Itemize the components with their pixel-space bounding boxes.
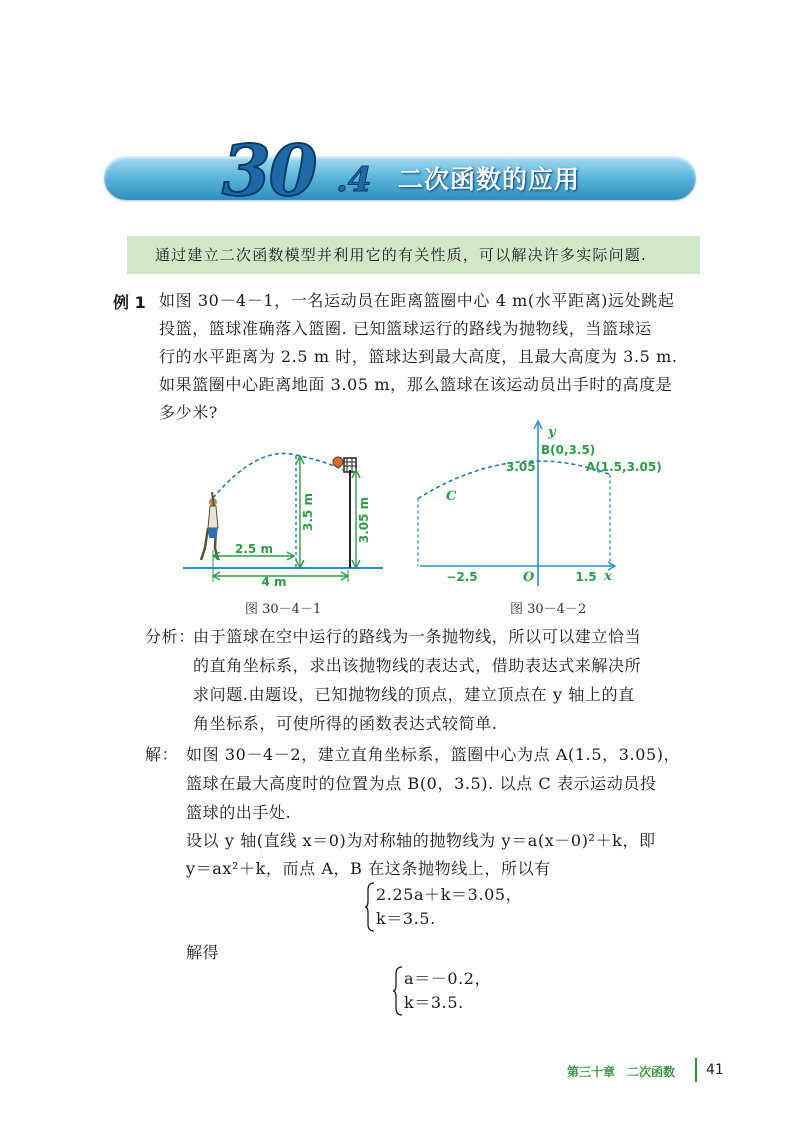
tick-15-label: 1.5 <box>575 570 597 584</box>
label-25m: 2.5 m <box>235 542 273 556</box>
y-axis-label: y <box>548 425 556 440</box>
example-line-3: 行的水平距离为 2.5 m 时，篮球达到最大高度，且最大高度为 3.5 m. <box>159 347 678 366</box>
analysis-line-2: 的直角坐标系，求出该抛物线的表达式，借助表达式来解决所 <box>193 656 642 675</box>
example-label: 例 1 <box>113 293 146 312</box>
system-1-brace <box>364 882 376 932</box>
analysis-line-1: 由于篮球在空中运行的路线为一条抛物线，所以可以建立恰当 <box>193 627 642 646</box>
tick-305-label: 3.05 <box>506 460 536 474</box>
tick-neg25-label: −2.5 <box>446 570 478 584</box>
solution-label: 解： <box>145 745 179 764</box>
analysis-line-4: 角坐标系，可使所得的函数表达式较简单. <box>193 714 498 733</box>
footer-divider <box>695 1058 697 1082</box>
label-35m: 3.5 m <box>301 493 315 531</box>
example-line-2: 投篮，篮球准确落入篮圈. 已知篮球运行的路线为抛物线，当篮球运 <box>159 319 652 338</box>
player-figure <box>201 492 218 560</box>
system-1-eq-2: k＝3.5. <box>376 909 436 928</box>
analysis-line-3: 求问题.由题设，已知抛物线的顶点，建立顶点在 y 轴上的直 <box>193 685 635 704</box>
hoop-board <box>344 458 356 472</box>
point-b-label: B(0,3.5) <box>541 443 596 457</box>
basketball <box>333 457 343 467</box>
point-a-label: A(1.5,3.05) <box>586 460 662 474</box>
figure-1-caption: 图 30－4－1 <box>245 602 322 617</box>
system-2-eq-1: a＝－0.2， <box>404 969 492 988</box>
label-305m: 3.05 m <box>357 496 371 544</box>
x-axis-label: x <box>604 569 612 584</box>
system-2-eq-2: k＝3.5. <box>404 993 464 1012</box>
label-4m: 4 m <box>261 575 287 589</box>
example-line-4: 如果篮圈中心距离地面 3.05 m，那么篮球在该运动员出手时的高度是 <box>159 375 673 394</box>
section-title: 二次函数的应用 <box>398 165 581 194</box>
solution-line-5: y＝ax²＋k，而点 A，B 在这条抛物线上，所以有 <box>186 859 551 878</box>
intro-text: 通过建立二次函数模型并利用它的有关性质，可以解决许多实际问题. <box>155 246 647 264</box>
section-number: 30 <box>222 129 316 212</box>
ball-trajectory <box>213 453 343 498</box>
chapter-footer: 第三十章 二次函数 <box>567 1065 676 1079</box>
origin-label: O <box>523 570 535 585</box>
solution-line-4: 设以 y 轴(直线 x＝0)为对称轴的抛物线为 y＝a(x－0)²＋k，即 <box>186 831 656 850</box>
solve-label: 解得 <box>186 943 220 962</box>
intro-box <box>127 236 700 274</box>
system-2-brace <box>392 966 404 1016</box>
figure-2-caption: 图 30－4－2 <box>510 602 587 617</box>
section-subnumber: .4 <box>336 160 372 200</box>
figure-1 <box>178 440 388 590</box>
point-c-label: C <box>446 489 457 504</box>
example-line-1: 如图 30－4－1，一名运动员在距离篮圈中心 4 m(水平距离)远处跳起 <box>159 291 675 310</box>
system-1-eq-1: 2.25a＋k＝3.05， <box>376 885 523 904</box>
solution-line-1: 如图 30－4－2，建立直角坐标系，篮圈中心为点 A(1.5，3.05)， <box>186 745 681 764</box>
analysis-label: 分析： <box>145 627 195 646</box>
page-number: 41 <box>706 1062 724 1078</box>
example-line-5: 多少米? <box>159 403 218 422</box>
figure-2 <box>418 418 662 588</box>
section-header <box>104 129 696 212</box>
solution-line-3: 篮球的出手处. <box>186 803 292 822</box>
solution-line-2: 篮球在最大高度时的位置为点 B(0，3.5). 以点 C 表示运动员投 <box>186 774 657 793</box>
